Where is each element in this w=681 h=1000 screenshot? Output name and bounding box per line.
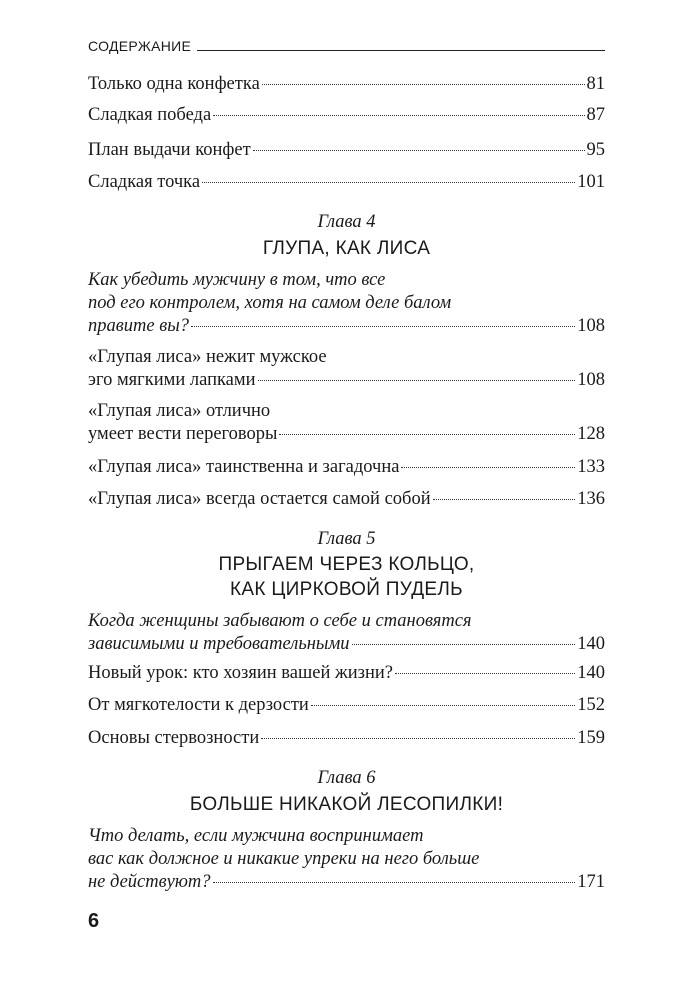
chapter-5-title-line-2: КАК ЦИРКОВОЙ ПУДЕЛЬ xyxy=(230,579,463,600)
toc-entry-title: зависимыми и требовательными xyxy=(88,634,350,654)
toc-entry-page: 171 xyxy=(577,872,605,892)
toc-entry-title: Основы стервозности xyxy=(88,728,260,748)
chapter-5-intro-entry[interactable] xyxy=(88,610,605,656)
dot-leader xyxy=(191,326,575,327)
toc-entry[interactable] xyxy=(88,727,605,750)
dot-leader xyxy=(352,644,576,645)
running-header xyxy=(88,38,605,54)
toc-entry-page: 152 xyxy=(577,695,605,715)
toc-entry-page: 101 xyxy=(577,172,605,192)
toc-entry-line: Когда женщины забывают о себе и становятся xyxy=(88,611,472,631)
chapter-4-intro-entry[interactable] xyxy=(88,269,605,338)
dot-leader xyxy=(433,499,576,500)
dot-leader xyxy=(213,882,576,883)
toc-entry-title: умеет вести переговоры xyxy=(88,424,278,444)
toc-entry-title: эго мягкими лапками xyxy=(88,370,256,390)
toc-entry-page: 87 xyxy=(586,105,605,125)
page-number: 6 xyxy=(88,910,100,932)
toc-entry-title: Только одна конфетка xyxy=(88,74,260,94)
dot-leader xyxy=(258,380,576,381)
dot-leader xyxy=(213,115,584,116)
toc-entry[interactable] xyxy=(88,346,605,392)
toc-entry-line: Что делать, если мужчина воспринимает xyxy=(88,826,424,846)
toc-entry-title: План выдачи конфет xyxy=(88,140,251,160)
toc-entry-title: Сладкая победа xyxy=(88,105,212,125)
toc-entry[interactable] xyxy=(88,694,605,717)
chapter-6-intro-entry[interactable] xyxy=(88,825,605,894)
toc-entry-line: «Глупая лиса» отлично xyxy=(88,401,271,421)
toc-entry-page: 108 xyxy=(577,370,605,390)
dot-leader xyxy=(261,738,575,739)
toc-entry-title: «Глупая лиса» таинственна и загадочна xyxy=(88,457,400,477)
toc-entry-page: 95 xyxy=(586,140,605,160)
dot-leader xyxy=(202,182,575,183)
dot-leader xyxy=(253,150,585,151)
dot-leader xyxy=(279,434,575,435)
toc-entry[interactable] xyxy=(88,104,605,127)
toc-entry-title: Сладкая точка xyxy=(88,172,201,192)
toc-entry-page: 81 xyxy=(586,74,605,94)
chapter-4-number: Глава 4 xyxy=(317,212,376,232)
toc-page xyxy=(88,0,605,1000)
chapter-6-number: Глава 6 xyxy=(317,768,376,788)
chapter-5-number: Глава 5 xyxy=(317,529,376,549)
toc-entry-page: 128 xyxy=(577,424,605,444)
toc-entry-title: правите вы? xyxy=(88,316,190,336)
dot-leader xyxy=(262,84,585,85)
toc-entry[interactable] xyxy=(88,73,605,96)
toc-entry-page: 159 xyxy=(577,728,605,748)
toc-entry[interactable] xyxy=(88,662,605,685)
dot-leader xyxy=(401,467,575,468)
toc-entry[interactable] xyxy=(88,400,605,446)
header-rule xyxy=(197,50,605,51)
chapter-6-title: БОЛЬШЕ НИКАКОЙ ЛЕСОПИЛКИ! xyxy=(189,794,504,815)
toc-entry[interactable] xyxy=(88,456,605,479)
toc-entry-page: 108 xyxy=(577,316,605,336)
toc-entry-title: не действуют? xyxy=(88,872,211,892)
toc-entry[interactable] xyxy=(88,139,605,162)
chapter-4-title: ГЛУПА, КАК ЛИСА xyxy=(262,238,431,259)
toc-entry-line: вас как должное и никакие упреки на него больше xyxy=(88,849,480,869)
running-header-title: СОДЕРЖАНИЕ xyxy=(88,38,192,54)
toc-entry-line: под его контролем, хотя на самом деле балом xyxy=(88,293,452,313)
toc-entry-page: 140 xyxy=(577,663,605,683)
toc-entry-page: 136 xyxy=(577,489,605,509)
toc-entry-line: «Глупая лиса» нежит мужское xyxy=(88,347,327,367)
dot-leader xyxy=(311,705,575,706)
toc-entry-title: «Глупая лиса» всегда остается самой собой xyxy=(88,489,431,509)
toc-entry-title: От мягкотелости к дерзости xyxy=(88,695,309,715)
toc-entry-title: Новый урок: кто хозяин вашей жизни? xyxy=(88,663,393,683)
toc-entry-page: 133 xyxy=(577,457,605,477)
dot-leader xyxy=(395,673,575,674)
toc-entry[interactable] xyxy=(88,171,605,194)
toc-entry-page: 140 xyxy=(577,634,605,654)
chapter-5-title-line-1: ПРЫГАЕМ ЧЕРЕЗ КОЛЬЦО, xyxy=(218,554,475,575)
toc-entry[interactable] xyxy=(88,488,605,511)
toc-entry-line: Как убедить мужчину в том, что все xyxy=(88,270,386,290)
